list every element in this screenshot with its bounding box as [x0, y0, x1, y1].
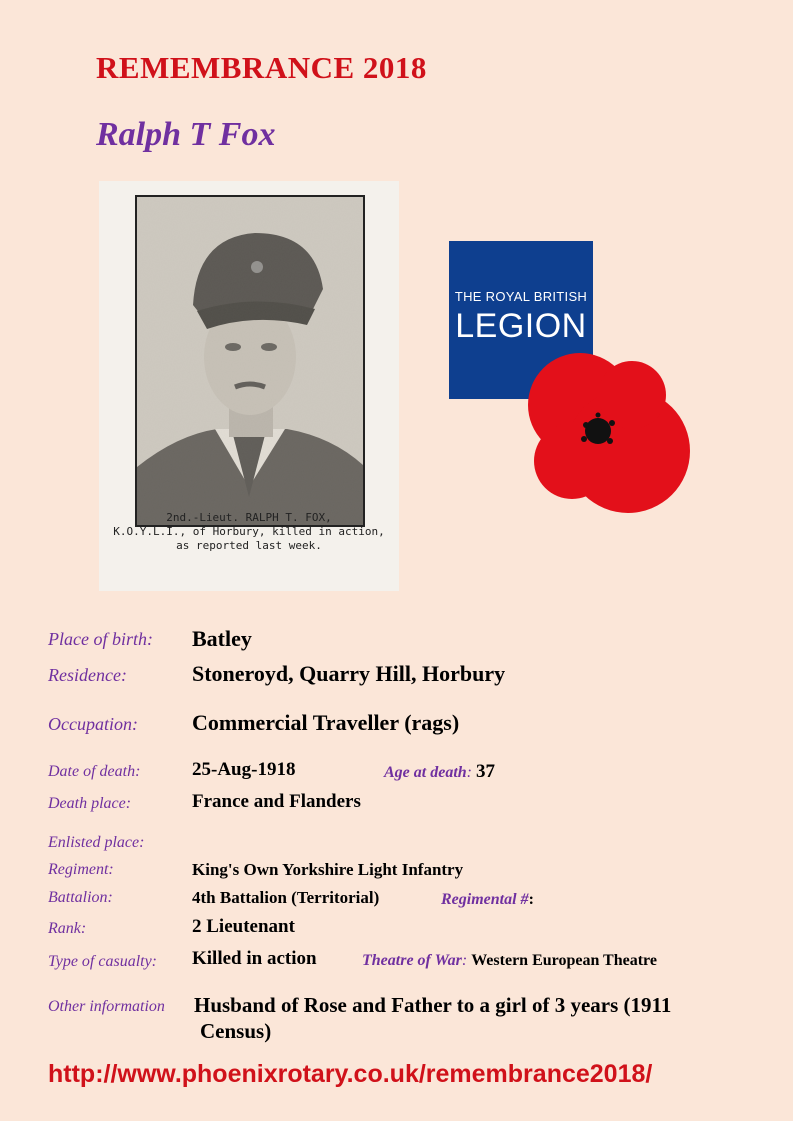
theatre-of-war-value: Western European Theatre: [471, 952, 657, 969]
residence-value: Stoneroyd, Quarry Hill, Horbury: [192, 661, 506, 686]
occupation-value: Commercial Traveller (rags): [192, 710, 460, 735]
regimental-number-label: Regimental #: [441, 891, 529, 908]
theatre-of-war-label: Theatre of War: [362, 952, 462, 969]
portrait-photo: [99, 181, 399, 591]
age-at-death-label: Age at death: [384, 764, 467, 781]
poppy-icon: [522, 343, 692, 523]
other-information-value: [194, 992, 671, 1044]
regimental-number: Regimental #:: [441, 891, 534, 908]
battalion-value: 4th Battalion (Territorial): [192, 888, 380, 907]
website-url-link[interactable]: http://www.phoenixrotary.co.uk/remembrance2018/: [48, 1060, 653, 1088]
place-of-birth-label: Place of birth:: [48, 629, 153, 649]
person-name: Ralph T Fox: [96, 116, 276, 153]
regiment-value: King's Own Yorkshire Light Infantry: [192, 860, 464, 879]
rank-label: Rank:: [48, 920, 87, 937]
photo-caption: [99, 511, 399, 553]
other-information-line: Husband of Rose and Father to a girl of 3 years (1911: [194, 993, 672, 1017]
date-of-death-label: Date of death:: [48, 763, 141, 780]
death-place-label: Death place:: [48, 795, 132, 812]
battalion-label: Battalion:: [48, 889, 113, 906]
place-of-birth-value: Batley: [192, 626, 252, 651]
date-of-death-value: 25-Aug-1918: [192, 759, 296, 780]
type-of-casualty-value: Killed in action: [192, 948, 317, 969]
caption-line: K.O.Y.L.I., of Horbury, killed in action,: [113, 525, 385, 538]
occupation-label: Occupation:: [48, 714, 138, 734]
other-information-line: Census): [200, 1019, 272, 1043]
caption-line: as reported last week.: [176, 539, 322, 552]
portrait-image: [135, 195, 365, 527]
other-information-label: Other information: [48, 998, 165, 1015]
death-place-value: France and Flanders: [192, 791, 361, 812]
logo-text-line1: THE ROYAL BRITISH: [454, 289, 588, 304]
theatre-of-war: Theatre of War: Western European Theatre: [362, 952, 657, 969]
enlisted-place-label: Enlisted place:: [48, 834, 145, 851]
page-title: REMEMBRANCE 2018: [96, 50, 427, 85]
age-at-death: Age at death: 37: [384, 761, 495, 782]
caption-line: 2nd.-Lieut. RALPH T. FOX,: [166, 511, 332, 524]
residence-label: Residence:: [48, 665, 127, 685]
age-at-death-value: 37: [476, 761, 495, 782]
type-of-casualty-label: Type of casualty:: [48, 953, 158, 970]
logo-text-line2: LEGION: [455, 307, 587, 345]
regiment-label: Regiment:: [48, 861, 114, 878]
rank-value: 2 Lieutenant: [192, 916, 295, 937]
